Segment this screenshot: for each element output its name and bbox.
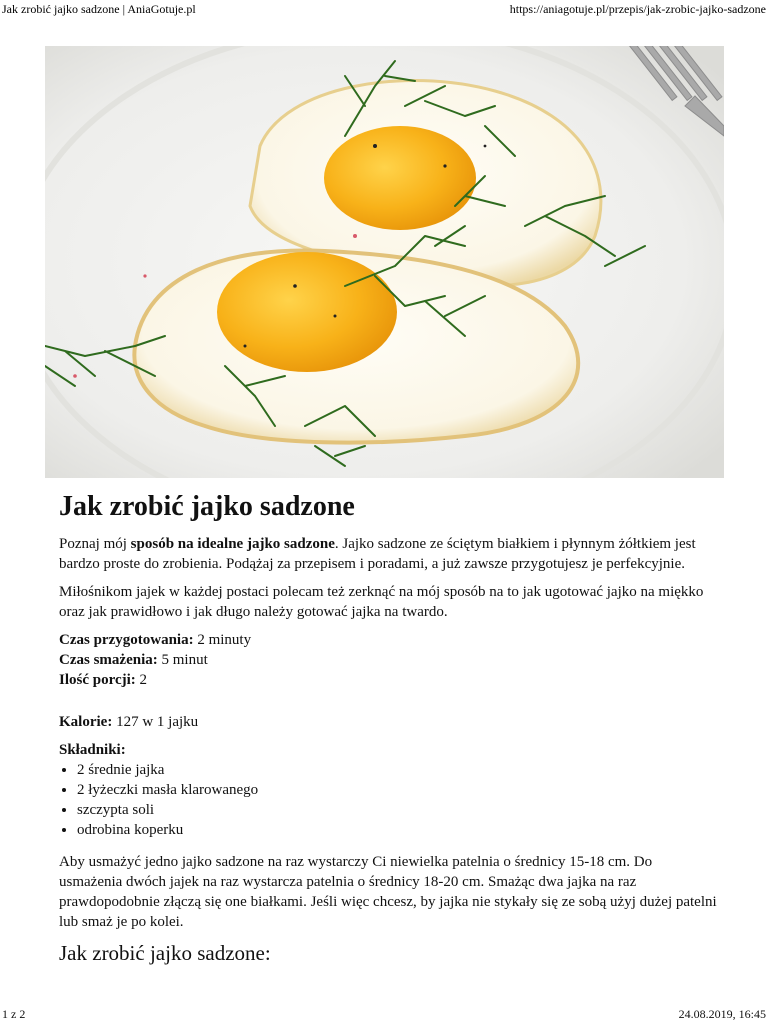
fry-time [59,650,719,670]
fry-time-label: Czas smażenia: [59,652,158,668]
prep-time-value: 2 minuty [193,632,252,648]
page-title: Jak zrobić jajko sadzone | AniaGotuje.pl [2,2,196,16]
prep-time [59,630,719,650]
list-item: • szczypta soli [77,800,719,820]
list-item: • 2 łyżeczki masła klarowanego [77,780,719,800]
recommend-paragraph: Miłośnikom jajek w każdej postaci polecam też zerknąć na mój sposób na to jak ugotować jajko na miękko oraz jak prawidłowo i jak długo należy gotować jajka na twardo. [59,584,704,620]
portions-label: Ilość porcji: [59,672,136,688]
fried-eggs-photo [45,46,724,478]
fried-eggs-photo-art [45,46,724,478]
prep-time-label: Czas przygotowania: [59,632,194,648]
page-number: 1 z 2 [2,1007,26,1021]
print-datetime: 24.08.2019, 16:45 [678,1007,766,1021]
how-to-heading: Jak zrobić jajko sadzone: [59,941,271,965]
intro-rest: . Jajko sadzone ze ściętym białkiem i płynnym żółtkiem jest bardzo proste do zrobienia. Podążaj za przepisem i poradami, a już zawsze przygotujesz je perfekcyjnie. [59,536,696,572]
ingredients-title: Składniki: [59,742,126,758]
portions [59,670,719,690]
intro-bold-link[interactable]: sposób na idealne jajko sadzone [130,536,335,552]
recipe-title: Jak zrobić jajko sadzone [59,491,355,522]
recipe-content [59,490,719,966]
fry-time-value: 5 minut [157,652,208,668]
list-item: • 2 średnie jajka [77,760,719,780]
calories [59,712,719,732]
calories-value: 127 w 1 jajku [112,714,199,730]
ingredients-list [59,760,719,840]
pan-note-paragraph: Aby usmażyć jedno jajko sadzone na raz wystarczy Ci niewielka patelnia o średnicy 15-18 cm. Do usmażenia dwóch jajek na raz wystarcza patelnia o średnicy 18-20 cm. Smażąc dwa jajka na raz prawdopodobnie złączą się one białkami. Jeśli więc chcesz, by jajka nie stykały się ze sobą użyj dużej patelni lub smaż je po kolei. [59,854,717,930]
page-url[interactable]: https://aniagotuje.pl/przepis/jak-zrobic-jajko-sadzone [509,2,766,16]
intro-paragraph [59,534,719,574]
print-footer [0,1006,768,1024]
portions-value: 2 [135,672,148,688]
intro-lead: Poznaj mój [59,536,131,552]
list-item: • odrobina koperku [77,820,719,840]
calories-label: Kalorie: [59,714,113,730]
print-header [0,0,768,18]
